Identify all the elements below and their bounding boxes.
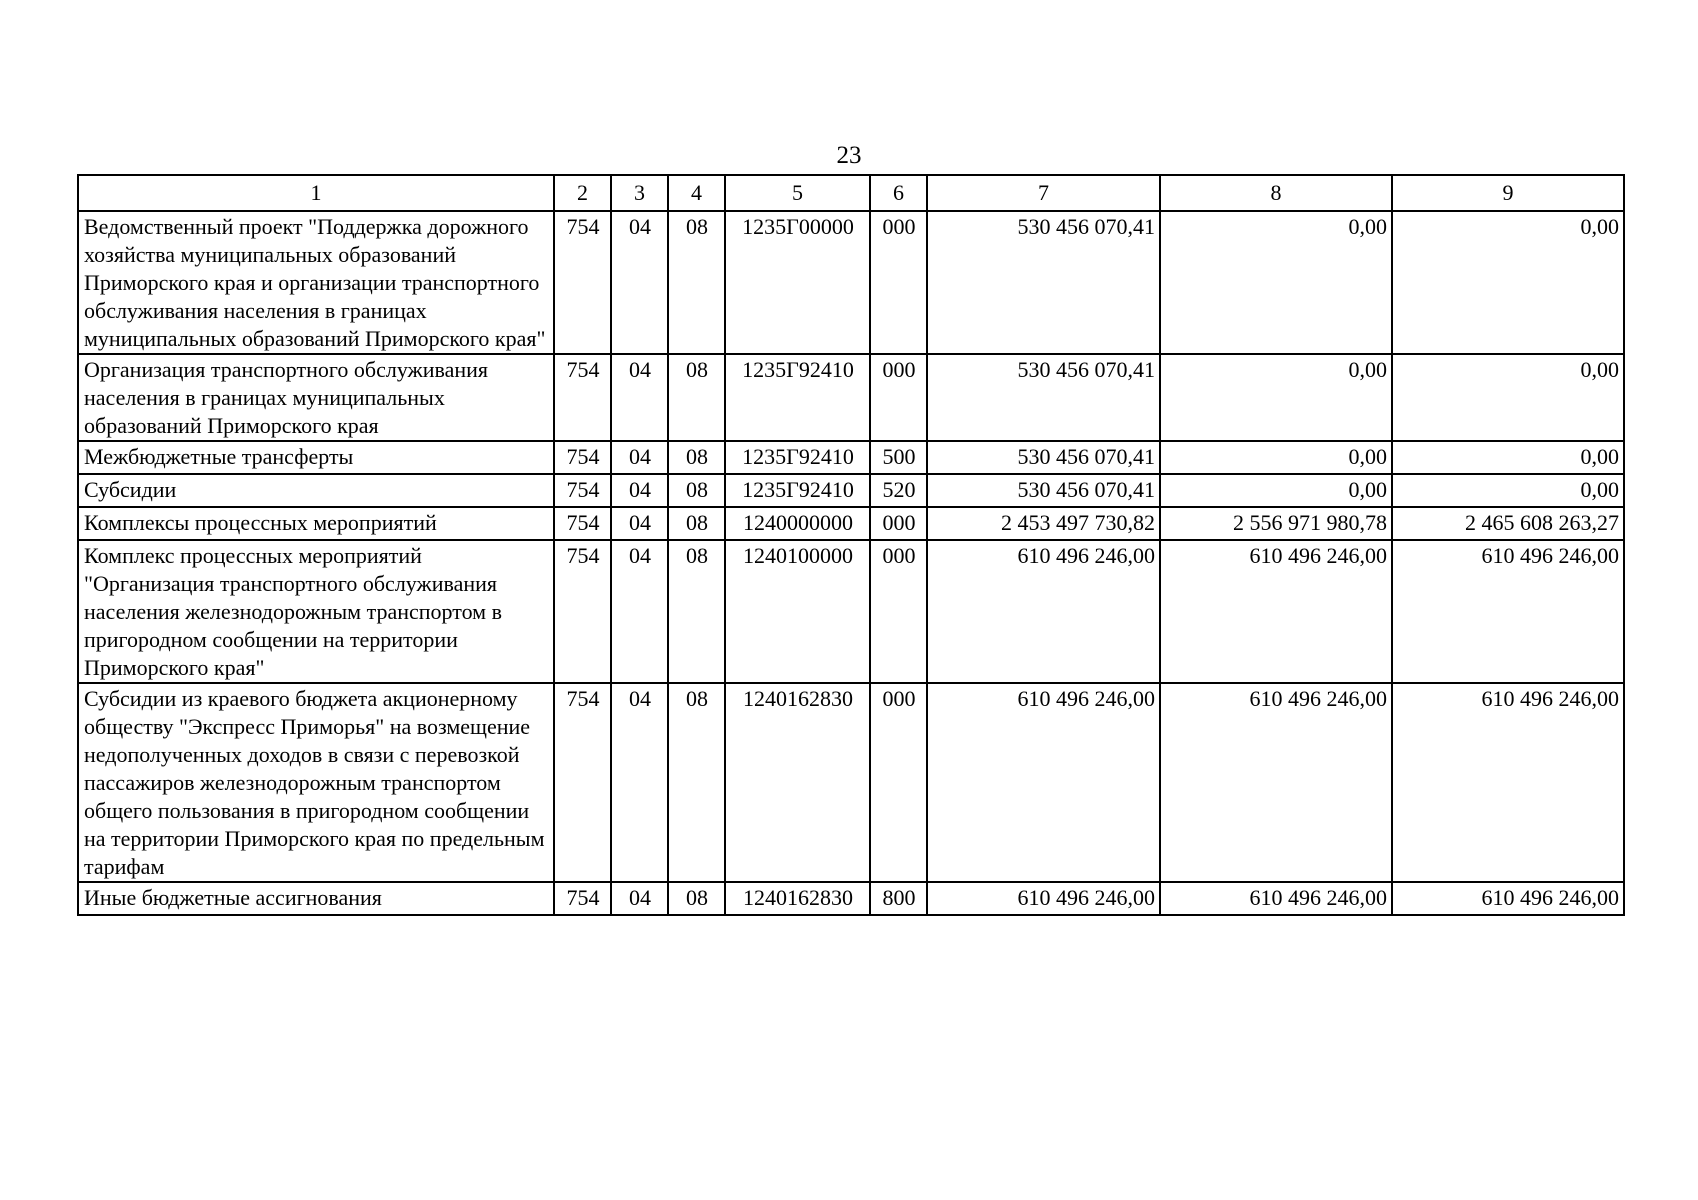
cell-col5: 1240000000 [725,507,870,540]
cell-col3: 04 [611,474,668,507]
cell-col9: 610 496 246,00 [1392,540,1624,683]
cell-col2: 754 [554,882,611,915]
cell-col4: 08 [668,474,725,507]
cell-col4: 08 [668,441,725,474]
cell-col8: 0,00 [1160,474,1392,507]
table-row [78,683,1624,882]
row-name: Комплексы процессных мероприятий [78,507,554,540]
cell-col3: 04 [611,211,668,354]
cell-col4: 08 [668,540,725,683]
column-header: 2 [554,175,611,211]
column-header: 6 [870,175,927,211]
table-row [78,882,1624,915]
cell-col7: 530 456 070,41 [927,211,1160,354]
cell-col6: 000 [870,354,927,441]
cell-col9: 0,00 [1392,211,1624,354]
cell-col5: 1240100000 [725,540,870,683]
cell-col5: 1235Г92410 [725,441,870,474]
cell-col7: 610 496 246,00 [927,683,1160,882]
page-number: 23 [836,142,862,169]
row-name: Комплекс процессных мероприятий "Организация транспортного обслуживания населения железнодорожным транспортом в пригородном сообщении на территории Приморского края" [78,540,554,683]
row-name: Субсидии из краевого бюджета акционерному обществу "Экспресс Приморья" на возмещение недополученных доходов в связи с перевозкой пассажиров железнодорожным транспортом общего пользования в пригородном сообщении на территории Приморского края по предельным тарифам [78,683,554,882]
cell-col9: 2 465 608 263,27 [1392,507,1624,540]
cell-col8: 610 496 246,00 [1160,683,1392,882]
cell-col8: 610 496 246,00 [1160,540,1392,683]
cell-col7: 530 456 070,41 [927,354,1160,441]
cell-col5: 1235Г00000 [725,211,870,354]
cell-col8: 0,00 [1160,441,1392,474]
cell-col9: 0,00 [1392,354,1624,441]
cell-col5: 1235Г92410 [725,474,870,507]
cell-col2: 754 [554,354,611,441]
cell-col3: 04 [611,507,668,540]
cell-col2: 754 [554,474,611,507]
column-header: 7 [927,175,1160,211]
cell-col8: 610 496 246,00 [1160,882,1392,915]
table-row [78,507,1624,540]
cell-col8: 0,00 [1160,211,1392,354]
cell-col6: 520 [870,474,927,507]
column-header: 8 [1160,175,1392,211]
cell-col3: 04 [611,354,668,441]
cell-col4: 08 [668,211,725,354]
cell-col3: 04 [611,540,668,683]
cell-col3: 04 [611,683,668,882]
row-name: Организация транспортного обслуживания населения в границах муниципальных образований Приморского края [78,354,554,441]
table-row [78,540,1624,683]
column-header: 4 [668,175,725,211]
table-row [78,354,1624,441]
cell-col6: 800 [870,882,927,915]
cell-col2: 754 [554,507,611,540]
cell-col2: 754 [554,441,611,474]
header-row [78,175,1624,211]
budget-table [77,174,1625,916]
column-header: 5 [725,175,870,211]
cell-col6: 000 [870,211,927,354]
cell-col4: 08 [668,882,725,915]
cell-col2: 754 [554,540,611,683]
cell-col2: 754 [554,211,611,354]
cell-col3: 04 [611,882,668,915]
cell-col6: 000 [870,540,927,683]
cell-col6: 500 [870,441,927,474]
table-row [78,474,1624,507]
cell-col9: 0,00 [1392,441,1624,474]
row-name: Межбюджетные трансферты [78,441,554,474]
cell-col7: 610 496 246,00 [927,882,1160,915]
cell-col3: 04 [611,441,668,474]
cell-col4: 08 [668,683,725,882]
cell-col5: 1240162830 [725,882,870,915]
cell-col6: 000 [870,507,927,540]
cell-col9: 610 496 246,00 [1392,882,1624,915]
table-row [78,211,1624,354]
table-row [78,441,1624,474]
column-header: 9 [1392,175,1624,211]
column-header: 3 [611,175,668,211]
cell-col8: 0,00 [1160,354,1392,441]
cell-col7: 530 456 070,41 [927,474,1160,507]
cell-col2: 754 [554,683,611,882]
column-header: 1 [78,175,554,211]
cell-col5: 1240162830 [725,683,870,882]
cell-col7: 530 456 070,41 [927,441,1160,474]
row-name: Иные бюджетные ассигнования [78,882,554,915]
cell-col8: 2 556 971 980,78 [1160,507,1392,540]
cell-col4: 08 [668,354,725,441]
row-name: Субсидии [78,474,554,507]
cell-col6: 000 [870,683,927,882]
cell-col7: 610 496 246,00 [927,540,1160,683]
cell-col9: 0,00 [1392,474,1624,507]
cell-col7: 2 453 497 730,82 [927,507,1160,540]
cell-col5: 1235Г92410 [725,354,870,441]
cell-col4: 08 [668,507,725,540]
row-name: Ведомственный проект "Поддержка дорожного хозяйства муниципальных образований Приморского края и организации транспортного обслуживания населения в границах муниципальных образований Приморского края" [78,211,554,354]
cell-col9: 610 496 246,00 [1392,683,1624,882]
